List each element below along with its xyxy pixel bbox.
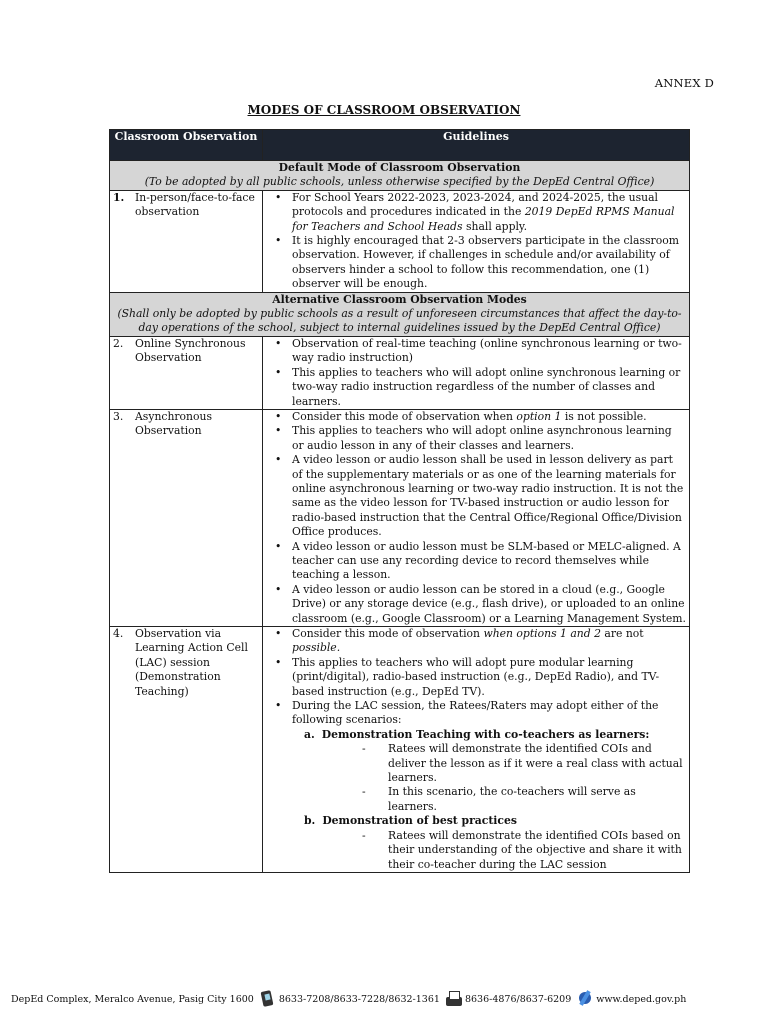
default-section-row [110, 161, 690, 191]
fax-icon [446, 990, 462, 1008]
guideline-item: • A video lesson or audio lesson shall be used in lesson delivery as part of the supplementary materials or as one of the learning materials for online asynchronous learning or two-way radio instruction. It is not the same as the video lesson for TV-based instruction or audio lesson for radio-based instruction that the Central Office/Regional Office/Division Office produces. [292, 453, 686, 539]
mode-name: Online Synchronous Observation [135, 336, 246, 365]
default-section-title: Default Mode of Classroom Observation [278, 161, 521, 174]
guideline-item: • Consider this mode of observation when options 1 and 2 are not possible. [292, 627, 686, 656]
phone-icon [260, 990, 276, 1008]
mode-number: 4. [113, 627, 124, 640]
observation-modes-table [109, 129, 690, 873]
web-icon [577, 990, 593, 1008]
guideline-item: • It is highly encouraged that 2-3 observers participate in the classroom observation. However, if challenges in schedule and/or availability of observers hinder a school to follow this recommendation, one (1) observer will be enough. [292, 234, 686, 292]
footer-address: DepEd Complex, Meralco Avenue, Pasig City 1600 [11, 993, 254, 1005]
guideline-item: • A video lesson or audio lesson must be SLM-based or MELC-aligned. A teacher can use any recording device to record themselves while teaching a lesson. [292, 540, 686, 583]
scenario-heading: a. Demonstration Teaching with co-teachers as learners: [304, 727, 650, 741]
guideline-item: • For School Years 2022-2023, 2023-2024, and 2024-2025, the usual protocols and procedures indicated in the 2019 DepEd RPMS Manual for Teachers and School Heads shall apply. [292, 191, 686, 234]
guideline-item: • Observation of real-time teaching (online synchronous learning or two-way radio instruction) [292, 337, 686, 366]
guidelines-list [266, 410, 686, 626]
mode-name: Observation via Learning Action Cell (LAC) session (Demonstration Teaching) [135, 627, 248, 698]
guideline-item: • This applies to teachers who will adopt online synchronous learning or two-way radio instruction regardless of the number of classes and learners. [292, 366, 686, 409]
footer-fax: 8636-4876/8637-6209 [464, 993, 572, 1005]
mode-name: In-person/face-to-face observation [135, 190, 255, 219]
header-guidelines: Guidelines [263, 130, 690, 161]
guideline-item: • A video lesson or audio lesson can be stored in a cloud (e.g., Google Drive) or any storage device (e.g., flash drive), or uploaded to an online classroom (e.g., Google Classroom) or a Learning Management System. [292, 583, 686, 626]
alternative-section-row [110, 292, 690, 336]
scenario-heading: b. Demonstration of best practices [304, 814, 517, 828]
document-title: MODES OF CLASSROOM OBSERVATION [247, 103, 521, 117]
page-footer [11, 990, 768, 1008]
header-classroom-observation: Classroom Observation [110, 130, 263, 161]
scenario-item: - Ratees will demonstrate the identified COIs based on their understanding of the objective and share it with their co-teacher during the LAC session [362, 828, 682, 871]
table-row [110, 190, 690, 292]
guidelines-list [266, 191, 686, 292]
scenario-item: - In this scenario, the co-teachers will serve as learners. [362, 785, 636, 813]
mode-name: Asynchronous Observation [135, 409, 213, 438]
footer-website[interactable]: www.deped.gov.ph [596, 993, 687, 1005]
guideline-item: • Consider this mode of observation when option 1 is not possible. [292, 410, 686, 424]
mode-number: 3. [113, 409, 124, 423]
mode-number: 1. [113, 190, 125, 204]
annex-label: ANNEX D [654, 76, 714, 90]
guideline-item: • This applies to teachers who will adopt pure modular learning (print/digital), radio-based instruction (e.g., DepEd Radio), and TV- based instruction (e.g., DepEd TV). [292, 656, 686, 699]
table-row [110, 336, 690, 409]
footer-phone: 8633-7208/8633-7228/8632-1361 [278, 993, 440, 1005]
mode-number: 2. [113, 336, 124, 350]
alternative-section-title: Alternative Classroom Observation Modes [272, 292, 527, 306]
scenario-item: - Ratees will demonstrate the identified COIs and deliver the lesson as if it were a real class with actual learners. [362, 742, 683, 785]
default-section-note: (To be adopted by all public schools, unless otherwise specified by the DepEd Central Office) [144, 175, 655, 189]
table-row [110, 409, 690, 626]
guidelines-list [266, 627, 686, 872]
guidelines-list [266, 337, 686, 409]
guideline-item: • This applies to teachers who will adopt online asynchronous learning or audio lesson in any of their classes and learners. [292, 424, 686, 453]
guideline-item: • During the LAC session, the Ratees/Raters may adopt either of the following scenarios: a. Demonstration Teaching with co-teachers as learners: - Ratees will demonstrate the identified COIs and deliver the lesson as if it were a real class with actual learners. - In this scenario, the co-teachers will serve as learners. b. Demonstration of best practices - Ratees will demonstrate the identified COIs based on their understanding of the objective and share it with their co-teacher during the LAC session [292, 699, 686, 872]
alternative-section-note: (Shall only be adopted by public schools as a result of unforeseen circumstances that affect the day-to-day operations of the school, subject to internal guidelines issued by the DepEd Central Office) [117, 307, 682, 335]
table-row [110, 627, 690, 873]
scenario-list [304, 728, 686, 872]
